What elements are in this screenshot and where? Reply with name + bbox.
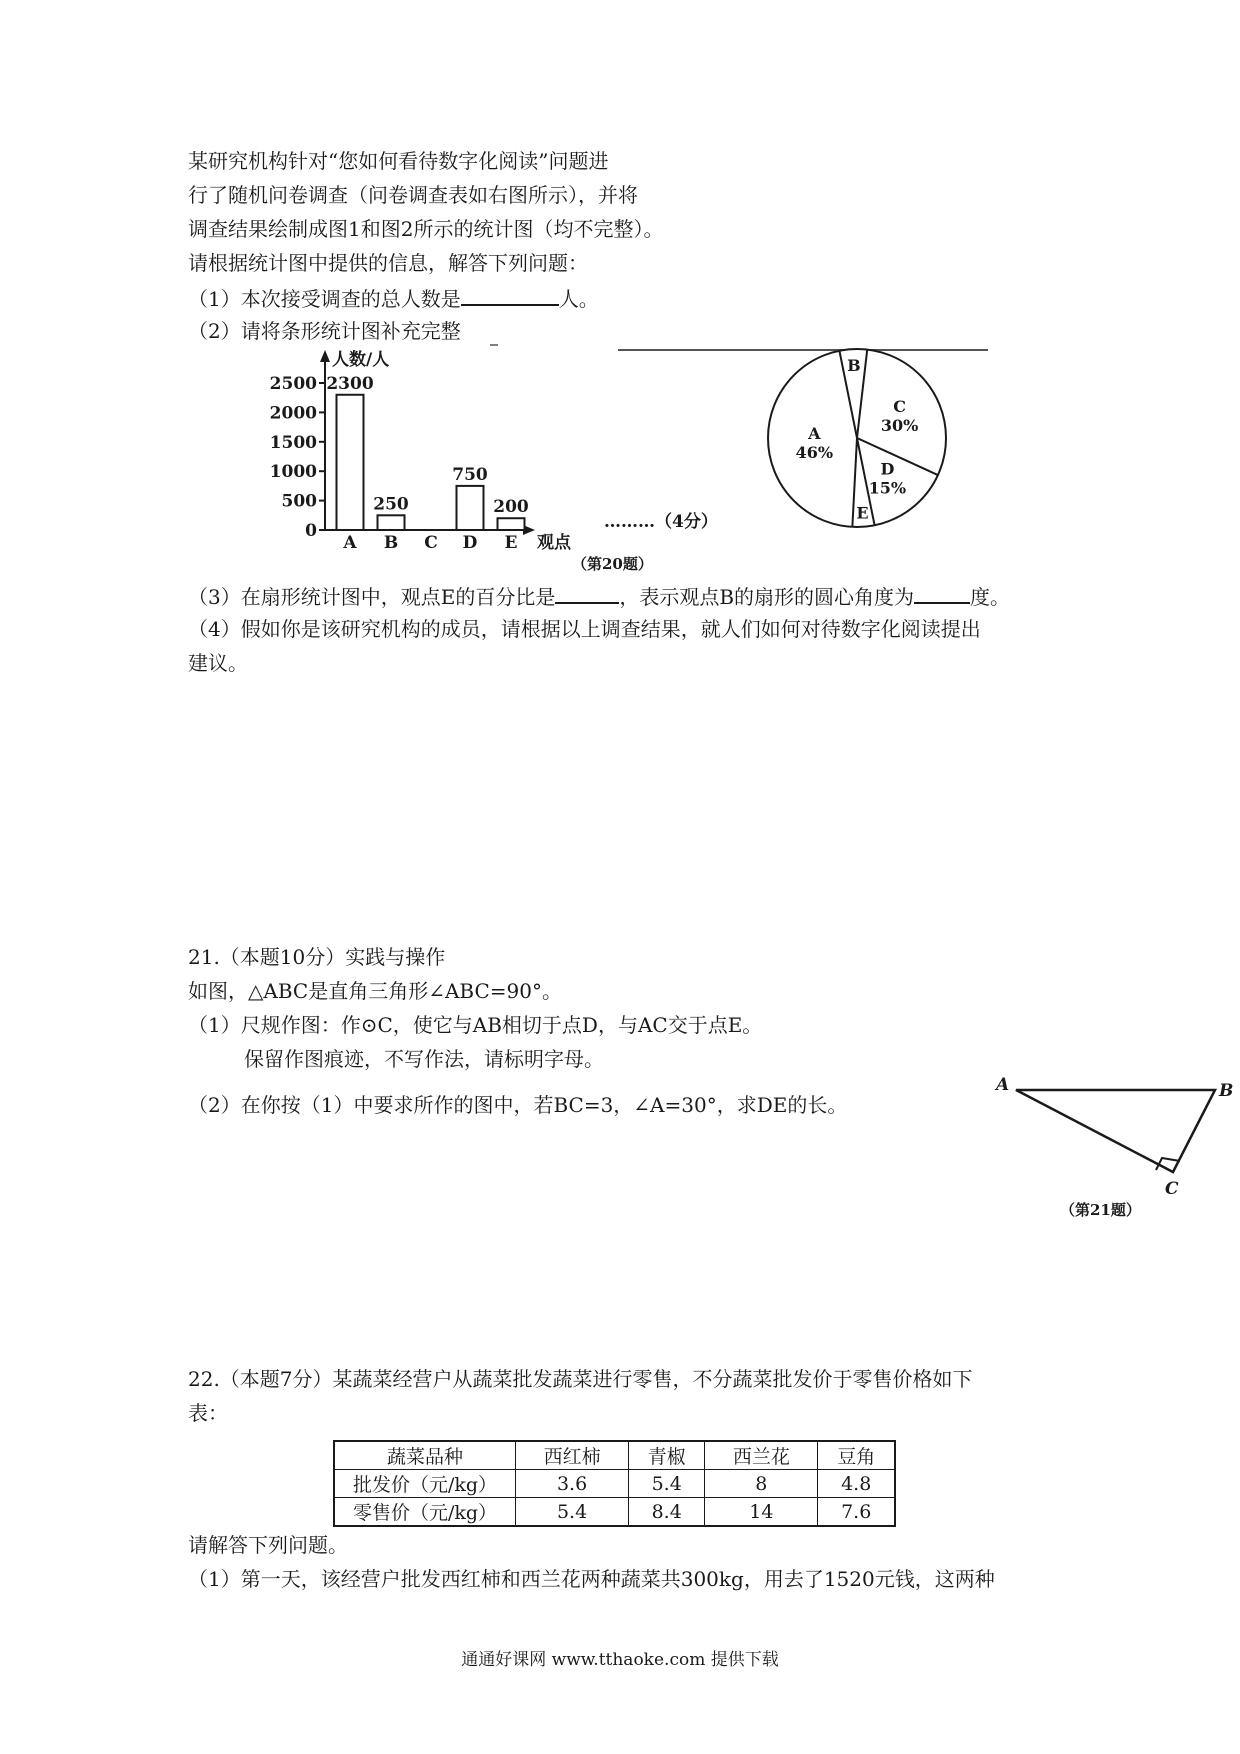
table-header-cell: 西兰花 <box>705 1441 818 1470</box>
pie-slice-label-e: E <box>856 503 869 523</box>
table-header-cell: 蔬菜品种 <box>334 1441 516 1470</box>
q20-intro-line3: 调查结果绘制成图1和图2所示的统计图（均不完整）。 <box>188 217 664 241</box>
q20-intro-line1: 某研究机构针对“您如何看待数字化阅读”问题进 <box>188 149 609 173</box>
q21-part2: （2）在你按（1）中要求所作的图中，若BC=3，∠A=30°，求DE的长。 <box>188 1093 848 1117</box>
bar-value-label: 2300 <box>326 373 374 394</box>
table-header-cell: 豆角 <box>818 1441 895 1470</box>
x-tick-label: E <box>504 533 518 553</box>
q20-part1 <box>188 284 599 312</box>
bar-a <box>337 395 364 530</box>
y-tick-label: 0 <box>305 521 317 541</box>
pie-slice-value-a: 46% <box>795 443 834 463</box>
q20-caption: （第20题） <box>572 555 653 573</box>
table-header-cell: 西红柿 <box>516 1441 629 1470</box>
table-cell: 4.8 <box>818 1470 895 1498</box>
table-header-row <box>334 1441 895 1470</box>
x-tick-label: C <box>424 533 438 553</box>
pie-slice-label-c: C <box>893 396 907 416</box>
bar-chart <box>270 349 572 553</box>
table-row <box>334 1498 895 1527</box>
pie-slice-value-d: 15% <box>868 478 907 498</box>
q20-intro-line4: 请根据统计图中提供的信息，解答下列问题： <box>188 251 588 275</box>
q21-caption: （第21题） <box>1060 1201 1141 1219</box>
q20-part3 <box>188 582 1010 610</box>
pie-slice-label-d: D <box>880 459 895 479</box>
bar-e <box>498 518 525 530</box>
q22-title: 22.（本题7分）某蔬菜经营户从蔬菜批发蔬菜进行零售，不分蔬菜批发价于零售价格如下 <box>188 1367 973 1391</box>
page-footer: 通通好课网 www.tthaoke.com 提供下载 <box>461 1650 779 1670</box>
vertex-b-label: B <box>1219 1081 1234 1101</box>
q20-figures <box>0 340 1240 580</box>
table-cell: 批发价（元/kg） <box>334 1470 516 1498</box>
q20-part3-text-b: ，表示观点B的扇形的圆心角度为 <box>619 585 915 609</box>
table-cell: 8 <box>705 1470 818 1498</box>
bar-value-label: 250 <box>373 494 409 515</box>
table-cell: 零售价（元/kg） <box>334 1498 516 1527</box>
y-tick-label: 1500 <box>269 432 317 453</box>
q20-part4-line2: 建议。 <box>188 651 248 675</box>
table-header-cell: 青椒 <box>629 1441 705 1470</box>
pie-slice-label-b: B <box>847 356 861 376</box>
answer-blank-b-angle[interactable] <box>914 582 970 604</box>
y-tick-label: 2000 <box>269 403 317 424</box>
bar-value-label: 750 <box>452 464 488 485</box>
table-row <box>334 1470 895 1498</box>
table-cell: 3.6 <box>516 1470 629 1498</box>
y-tick-label: 500 <box>281 491 317 512</box>
vertex-a-label: A <box>996 1075 1010 1095</box>
bar-value-label: 200 <box>493 497 529 518</box>
y-axis-label: 人数/人 <box>332 350 390 370</box>
table-cell: 7.6 <box>818 1498 895 1527</box>
table-cell: 8.4 <box>629 1498 705 1527</box>
triangle-abc <box>1016 1090 1215 1172</box>
pie-chart <box>768 349 946 527</box>
bar-d <box>457 486 484 530</box>
q21-line1: 如图，△ABC是直角三角形∠ABC=90°。 <box>188 979 562 1003</box>
table-cell: 5.4 <box>629 1470 705 1498</box>
x-axis-label: 观点 <box>537 533 571 553</box>
answer-blank-e-percent[interactable] <box>555 582 619 604</box>
x-tick-label: B <box>383 533 399 553</box>
vegetable-price-table <box>333 1440 896 1527</box>
q20-part1-text: （1）本次接受调查的总人数是 <box>188 287 461 311</box>
q22-instruction: 请解答下列问题。 <box>188 1533 348 1557</box>
y-tick-label: 2500 <box>269 374 317 394</box>
q20-part2: （2）请将条形统计图补充完整 <box>188 319 461 343</box>
answer-blank-total[interactable] <box>461 284 559 306</box>
q20-part3-text-c: 度。 <box>970 585 1011 609</box>
pie-slice-label-a: A <box>808 424 821 444</box>
q20-part1-unit: 人。 <box>558 287 599 311</box>
y-axis-arrow <box>320 350 330 362</box>
x-tick-label: A <box>343 533 357 553</box>
vertex-c-label: C <box>1165 1179 1179 1199</box>
triangle-figure <box>990 1070 1240 1220</box>
q21-part1: （1）尺规作图：作⊙C，使它与AB相切于点D，与AC交于点E。 <box>188 1013 763 1037</box>
q20-part4-line1: （4）假如你是该研究机构的成员，请根据以上调查结果，就人们如何对待数字化阅读提出 <box>188 617 981 641</box>
y-tick-label: 1000 <box>269 462 317 483</box>
pie-slice-value-c: 30% <box>880 415 919 435</box>
q20-intro-line2: 行了随机问卷调查（问卷调查表如右图所示），并将 <box>188 183 638 207</box>
q21-title: 21.（本题10分）实践与操作 <box>188 945 446 969</box>
q21-part1-note: 保留作图痕迹，不写作法，请标明字母。 <box>244 1047 604 1071</box>
score-note: ………（4分） <box>604 512 718 532</box>
table-cell: 5.4 <box>516 1498 629 1527</box>
bar-b <box>378 515 405 530</box>
q22-part1: （1）第一天，该经营户批发西红柿和西兰花两种蔬菜共300kg，用去了1520元钱，这两种 <box>188 1567 995 1591</box>
x-tick-label: D <box>462 533 478 553</box>
q22-title-cont: 表： <box>188 1401 228 1425</box>
q20-part3-text-a: （3）在扇形统计图中，观点E的百分比是 <box>188 585 556 609</box>
table-cell: 14 <box>705 1498 818 1527</box>
